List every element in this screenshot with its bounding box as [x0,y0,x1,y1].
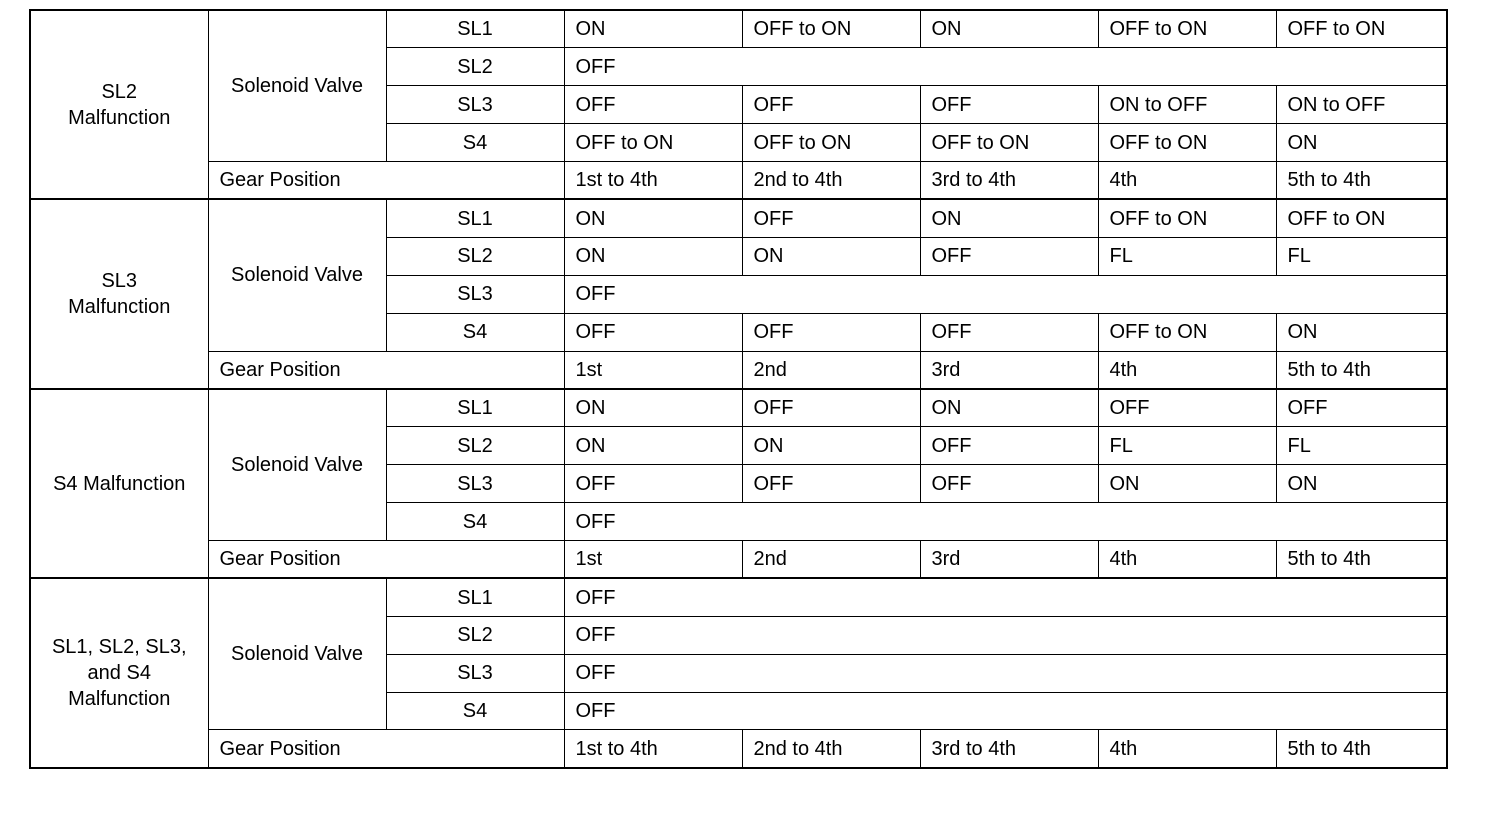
solenoid-name: SL2 [386,616,564,654]
solenoid-state-all: OFF [564,692,1447,730]
solenoid-state: ON [742,237,920,275]
solenoid-state: ON [564,199,742,237]
solenoid-name: SL3 [386,465,564,503]
solenoid-state-all: OFF [564,275,1447,313]
gear-position-value: 1st [564,540,742,578]
solenoid-state: OFF [920,237,1098,275]
gear-position-row [30,351,1447,389]
gear-position-row [30,730,1447,768]
gear-position-value: 5th to 4th [1276,730,1447,768]
group-title-line: and S4 [87,662,151,685]
gear-position-value: 5th to 4th [1276,540,1447,578]
solenoid-name: SL1 [386,389,564,427]
solenoid-state: OFF [742,86,920,124]
solenoid-state: OFF [1276,389,1447,427]
solenoid-state: ON [920,199,1098,237]
gear-position-value: 1st to 4th [564,730,742,768]
gear-position-label: Gear Position [208,540,564,578]
group-title-line: Malfunction [68,106,171,129]
gear-position-value: 3rd to 4th [920,730,1098,768]
solenoid-state: ON [564,427,742,465]
gear-position-value: 1st to 4th [564,162,742,200]
table-row [30,199,1447,237]
solenoid-valve-label: Solenoid Valve [208,578,386,730]
solenoid-name: S4 [386,124,564,162]
solenoid-name: S4 [386,503,564,541]
solenoid-state: FL [1098,427,1276,465]
solenoid-state-all: OFF [564,578,1447,616]
group-title-line: S4 Malfunction [53,472,186,495]
malfunction-group-title [30,10,208,199]
gear-position-value: 3rd [920,540,1098,578]
solenoid-state: OFF [920,86,1098,124]
solenoid-state: OFF [742,313,920,351]
solenoid-state: ON [920,10,1098,48]
solenoid-state: OFF [742,199,920,237]
solenoid-state: OFF [920,427,1098,465]
gear-position-value: 4th [1098,730,1276,768]
solenoid-state: OFF to ON [1276,199,1447,237]
solenoid-state: OFF to ON [742,10,920,48]
solenoid-state: ON [742,427,920,465]
gear-position-value: 4th [1098,351,1276,389]
solenoid-state-all: OFF [564,654,1447,692]
solenoid-name: SL2 [386,427,564,465]
gear-position-label: Gear Position [208,351,564,389]
solenoid-state: ON [564,10,742,48]
solenoid-state: OFF to ON [1276,10,1447,48]
solenoid-state: OFF to ON [1098,313,1276,351]
solenoid-state: ON [564,389,742,427]
solenoid-state: OFF [742,465,920,503]
gear-position-value: 2nd [742,540,920,578]
solenoid-state: ON to OFF [1276,86,1447,124]
solenoid-state: ON [1276,465,1447,503]
solenoid-state: OFF [742,389,920,427]
group-title-line: SL1, SL2, SL3, [51,636,187,659]
solenoid-state: FL [1098,237,1276,275]
solenoid-state: FL [1276,237,1447,275]
solenoid-state: ON [1276,313,1447,351]
solenoid-state: OFF [920,465,1098,503]
solenoid-state: ON [920,389,1098,427]
solenoid-state: OFF [920,313,1098,351]
gear-position-value: 5th to 4th [1276,162,1447,200]
solenoid-name: SL3 [386,654,564,692]
solenoid-valve-label: Solenoid Valve [208,389,386,541]
gear-position-row [30,540,1447,578]
solenoid-name: SL3 [386,275,564,313]
gear-position-value: 2nd to 4th [742,162,920,200]
solenoid-state: ON [1276,124,1447,162]
gear-position-value: 2nd [742,351,920,389]
solenoid-name: SL2 [386,48,564,86]
solenoid-state: OFF to ON [1098,124,1276,162]
gear-position-value: 4th [1098,540,1276,578]
solenoid-state: OFF to ON [1098,10,1276,48]
gear-position-value: 3rd [920,351,1098,389]
table-row [30,389,1447,427]
solenoid-name: SL2 [386,237,564,275]
solenoid-state-all: OFF [564,616,1447,654]
solenoid-valve-label: Solenoid Valve [208,10,386,162]
table-row [30,10,1447,48]
solenoid-state: OFF to ON [742,124,920,162]
gear-position-value: 2nd to 4th [742,730,920,768]
solenoid-state: OFF [564,86,742,124]
malfunction-group-title [30,578,208,767]
solenoid-name: S4 [386,313,564,351]
gear-position-label: Gear Position [208,730,564,768]
gear-position-label: Gear Position [208,162,564,200]
solenoid-state: OFF [564,465,742,503]
solenoid-state: FL [1276,427,1447,465]
malfunction-group-title [30,389,208,578]
solenoid-state: ON [564,237,742,275]
solenoid-state: OFF to ON [920,124,1098,162]
gear-position-row [30,162,1447,200]
group-title-line: SL2 [101,80,138,103]
solenoid-state: ON to OFF [1098,86,1276,124]
gear-position-value: 4th [1098,162,1276,200]
solenoid-state: OFF to ON [1098,199,1276,237]
group-title-line: SL3 [101,270,138,293]
solenoid-name: SL1 [386,578,564,616]
malfunction-group-title [30,199,208,388]
solenoid-name: S4 [386,692,564,730]
solenoid-name: SL1 [386,10,564,48]
gear-position-value: 3rd to 4th [920,162,1098,200]
solenoid-state: ON [1098,465,1276,503]
solenoid-state: OFF [564,313,742,351]
solenoid-state: OFF to ON [564,124,742,162]
solenoid-state: OFF [1098,389,1276,427]
table-row [30,578,1447,616]
gear-position-value: 5th to 4th [1276,351,1447,389]
solenoid-name: SL1 [386,199,564,237]
solenoid-valve-label: Solenoid Valve [208,199,386,351]
solenoid-state-all: OFF [564,503,1447,541]
solenoid-name: SL3 [386,86,564,124]
group-title-line: Malfunction [68,296,171,319]
gear-position-value: 1st [564,351,742,389]
malfunction-table [29,9,1448,769]
solenoid-state-all: OFF [564,48,1447,86]
group-title-line: Malfunction [68,688,171,711]
